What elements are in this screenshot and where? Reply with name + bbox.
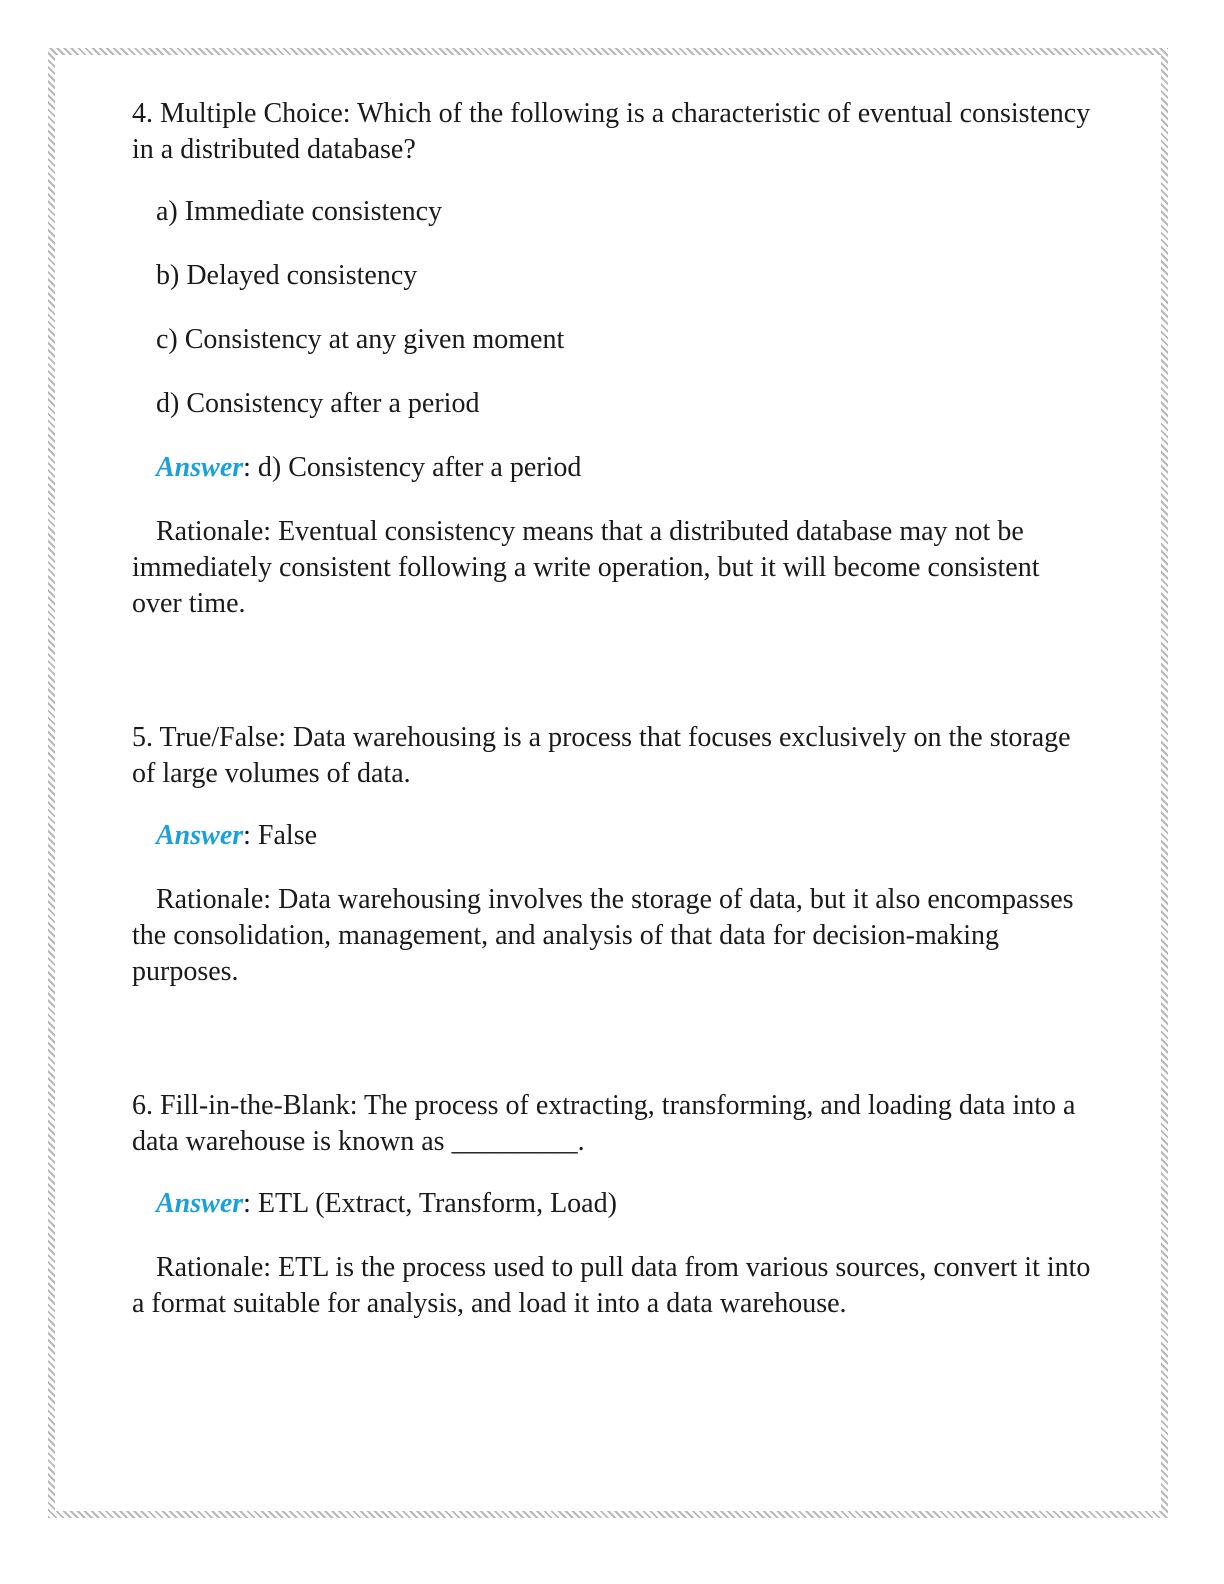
answer-label: Answer [156,1188,244,1219]
section-spacer [132,622,1092,720]
question-block-4 [132,96,1092,622]
answer-option-b: b) Delayed consistency [156,260,418,291]
answer-line [132,450,1092,486]
rationale-text: Rationale: Eventual consistency means that a distributed database may not be immediately consistent following a write operation, but it will become consistent over time. [132,516,1040,619]
question-prompt: 6. Fill-in-the-Blank: The process of extracting, transforming, and loading data into a data warehouse is known as _________. [132,1090,1076,1157]
answer-line [132,818,1092,854]
answer-label: Answer [156,452,244,483]
answer-option-d: d) Consistency after a period [156,388,480,419]
question-prompt: 5. True/False: Data warehousing is a process that focuses exclusively on the storage of large volumes of data. [132,722,1071,789]
answer-option-a: a) Immediate consistency [156,196,443,227]
section-spacer [132,990,1092,1088]
question-block-5 [132,720,1092,990]
answer-option-c: c) Consistency at any given moment [156,324,565,355]
rationale-text: Rationale: ETL is the process used to pull data from various sources, convert it into a format suitable for analysis, and load it into a data warehouse. [132,1252,1091,1319]
answer-text: : d) Consistency after a period [243,452,582,483]
question-block-6 [132,1088,1092,1322]
answer-text: : ETL (Extract, Transform, Load) [243,1188,617,1219]
answer-text: : False [243,820,318,851]
document-content [132,96,1092,1322]
rationale-text: Rationale: Data warehousing involves the storage of data, but it also encompasses the consolidation, management, and analysis of that data for decision-making purposes. [132,884,1074,987]
answer-line [132,1186,1092,1222]
answer-label: Answer [156,820,244,851]
question-prompt: 4. Multiple Choice: Which of the following is a characteristic of eventual consistency in a distributed database? [132,98,1091,165]
